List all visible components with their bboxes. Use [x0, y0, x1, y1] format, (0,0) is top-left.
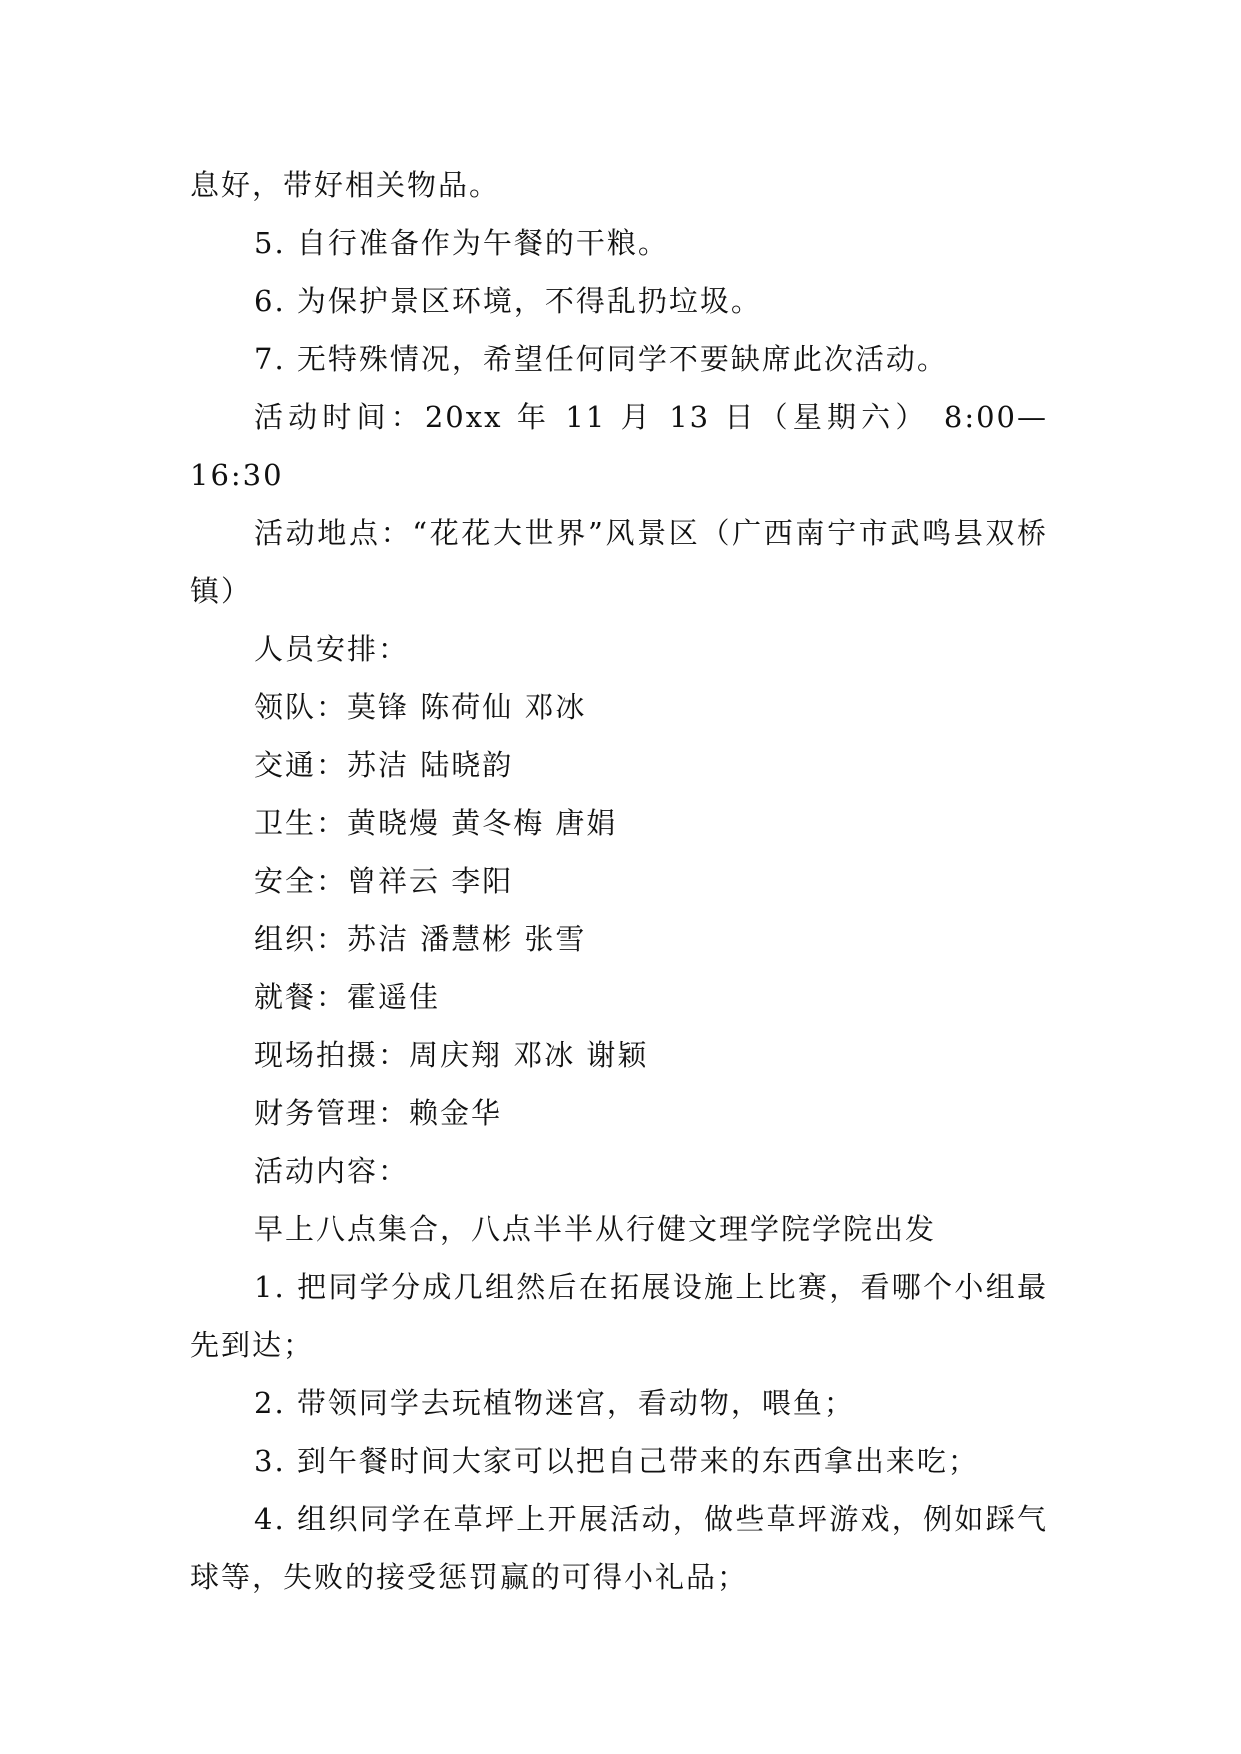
paragraph-staff-meals: 就餐：霍遥佳 — [254, 980, 441, 1014]
paragraph-content-2: 2. 带领同学去玩植物迷宫，看动物，喂鱼； — [254, 1386, 855, 1420]
paragraph-departure: 早上八点集合，八点半半从行健文理学院学院出发 — [254, 1212, 937, 1246]
paragraph-staff-safety: 安全：曾祥云 李阳 — [254, 864, 514, 898]
paragraph-rule-6: 6. 为保护景区环境，不得乱扔垃圾。 — [254, 284, 762, 318]
paragraph-staff-finance: 财务管理：赖金华 — [254, 1096, 503, 1130]
paragraph-rule-7: 7. 无特殊情况，希望任何同学不要缺席此次活动。 — [254, 342, 948, 376]
paragraph-content-heading: 活动内容： — [254, 1154, 410, 1188]
paragraph-rule-5: 5. 自行准备作为午餐的干粮。 — [254, 226, 669, 260]
paragraph-activity-location: 活动地点：“花花大世界”风景区（广西南宁市武鸣县双桥镇） — [190, 516, 1048, 608]
paragraph-content-4: 4. 组织同学在草坪上开展活动，做些草坪游戏，例如踩气球等，失败的接受惩罚赢的可得小礼品； — [190, 1502, 1048, 1594]
paragraph-content-1: 1. 把同学分成几组然后在拓展设施上比赛，看哪个小组最先到达； — [190, 1270, 1048, 1362]
paragraph-staff-photography: 现场拍摄：周庆翔 邓冰 谢颖 — [254, 1038, 649, 1072]
paragraph-staff-organization: 组织：苏洁 潘慧彬 张雪 — [254, 922, 587, 956]
paragraph-activity-time: 活动时间：20xx 年 11 月 13 日（星期六） 8:00—16:30 — [190, 400, 1048, 492]
paragraph-staff-leaders: 领队：莫锋 陈荷仙 邓冰 — [254, 690, 587, 724]
paragraph-content-3: 3. 到午餐时间大家可以把自己带来的东西拿出来吃； — [254, 1444, 979, 1478]
paragraph-staff-hygiene: 卫生：黄晓熳 黄冬梅 唐娟 — [254, 806, 618, 840]
paragraph-staff-heading: 人员安排： — [254, 632, 410, 666]
paragraph-staff-transport: 交通：苏洁 陆晓韵 — [254, 748, 514, 782]
document-body — [190, 156, 1048, 1606]
paragraph-continuation: 息好，带好相关物品。 — [190, 168, 501, 202]
